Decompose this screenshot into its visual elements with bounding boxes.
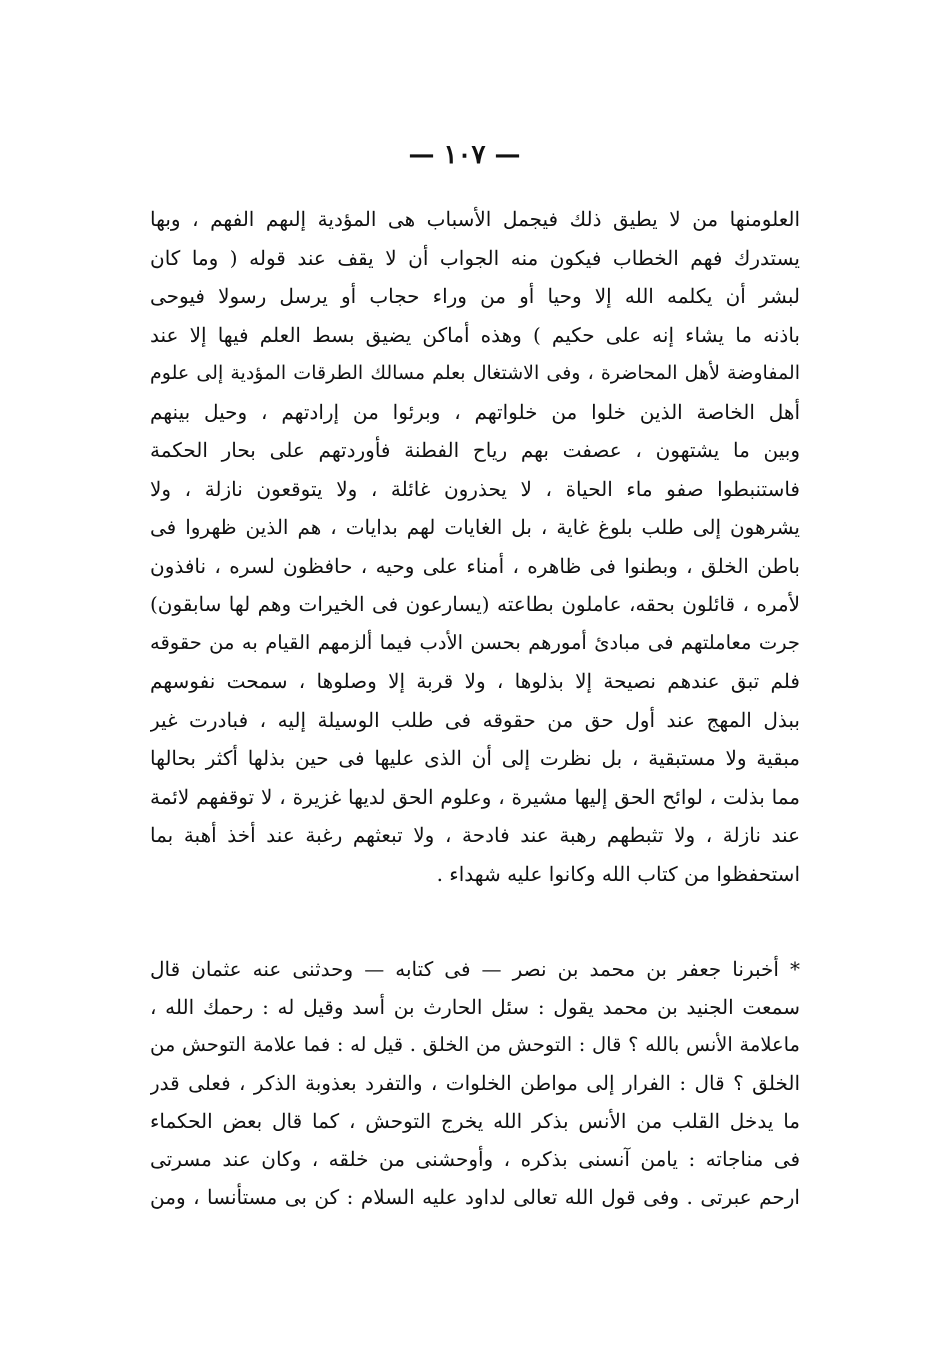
text-line: فلم تبق عندهم نصيحة إلا بذلوها ، ولا قربة إلا وصلوها ، سمحت نفوسهم (150, 669, 800, 693)
text-line: باذنه ما يشاء إنه على حكيم ) وهذه أماكن يضيق بسط العلم فيها إلا عند (150, 322, 800, 347)
text-line: استحفظوا من كتاب الله وكانوا عليه شهداء . (436, 861, 800, 886)
text-line: يشرهون إلى طلب بلوغ غاية ، بل الغايات لهم بدايات ، هم الذين ظهروا فى (150, 515, 800, 539)
paragraph-1 (150, 200, 800, 893)
text-line: فى مناجاته : يامن آنسنى بذكره ، وأوحشنى من خلقه ، وكان عند مسرتى (150, 1147, 800, 1171)
text-line: لبشر أن يكلمه الله إلا وحيا أو من وراء حجاب أو يرسل رسولا فيوحى (150, 284, 800, 308)
text-line: عند نازلة ، ولا تثبطهم رهبة عند فادحة ، ولا تبعثهم رغبة عند أخذ أهبة بما (150, 823, 800, 847)
text-line: باطن الخلق ، وبطنوا فى ظاهره ، أمناء على وحيه ، حافظون لسره ، نافذون (150, 553, 800, 578)
text-line: العلومنها من لا يطيق ذلك فيجمل الأسباب هى المؤدية إلىهم الفهم ، وبها (150, 207, 800, 231)
text-line: فاستنبطوا صفو ماء الحياة ، لا يحذرون غائلة ، ولا يتوقعون نازلة ، ولا (150, 476, 800, 501)
text-line: سمعت الجنيد بن محمد يقول : سئل الحارث بن أسد وقيل له : رحمك الله ، (150, 995, 800, 1019)
text-line: المفاوضة لأهل المحاضرة ، وفى الاشتغال بعلم مسالك الطرقات المؤدية إلى علوم (150, 362, 800, 384)
text-line: ببذل المهج عند أول حق من حقوقه فى طلب الوسيلة إليه ، فبادرت غير (150, 707, 800, 732)
text-line: يستدرك فهم الخطاب فيكون منه الجواب أن لا يقف عند قوله ( وما كان (150, 245, 800, 270)
page-number: — ١٠٧ — (408, 140, 521, 170)
text-line: الخلق ؟ قال : الفرار إلى مواطن الخلوات ، والتفرد بعذوبة الذكر ، فعلى قدر (150, 1071, 800, 1095)
text-line: أهل الخاصة الذين خلوا من خلواتهم ، وبرئوا من إرادتهم ، وحيل بينهم (150, 399, 800, 424)
text-line: ارحم عبرتى . وفى قول الله تعالى لداود عليه السلام : كن بى مستأنسا ، ومن (150, 1185, 800, 1209)
text-line: لأمره ، قائلون بحقه، عاملون بطاعته (يسارعون فى الخيرات وهم لها سابقون) (150, 592, 800, 616)
text-line: * أخبرنا جعفر بن محمد بن نصر — فى كتابه — وحدثنى عنه عثمان قال (150, 957, 800, 981)
text-line: جرت معاملتهم فى مبادئ أمورهم بحسن الأدب فيما ألزمهم القيام به من حقوقه (150, 630, 800, 654)
text-line: مما بذلت ، لوائح الحق إليها مشيرة ، وعلوم الحق لديها غزيرة ، لا توقفهم لائمة (150, 784, 800, 809)
text-line: وبين ما يشتهون ، عصفت بهم رياح الفطنة فأوردتهم على بحار الحكمة (150, 438, 800, 462)
text-line: ماعلامة الأنس بالله ؟ قال : التوحش من الخلق . قيل له : فما علامة التوحش من (150, 1033, 800, 1056)
text-line: ما يدخل القلب من الأنس بذكر الله يخرج التوحش ، كما قال بعض الحكماء (150, 1109, 800, 1133)
paragraph-2 (150, 950, 800, 1216)
text-line: مبقية ولا مستبقية ، بل نظرت إلى أن الذى عليها فى حين بذلها أكثر بحالها (150, 746, 800, 770)
